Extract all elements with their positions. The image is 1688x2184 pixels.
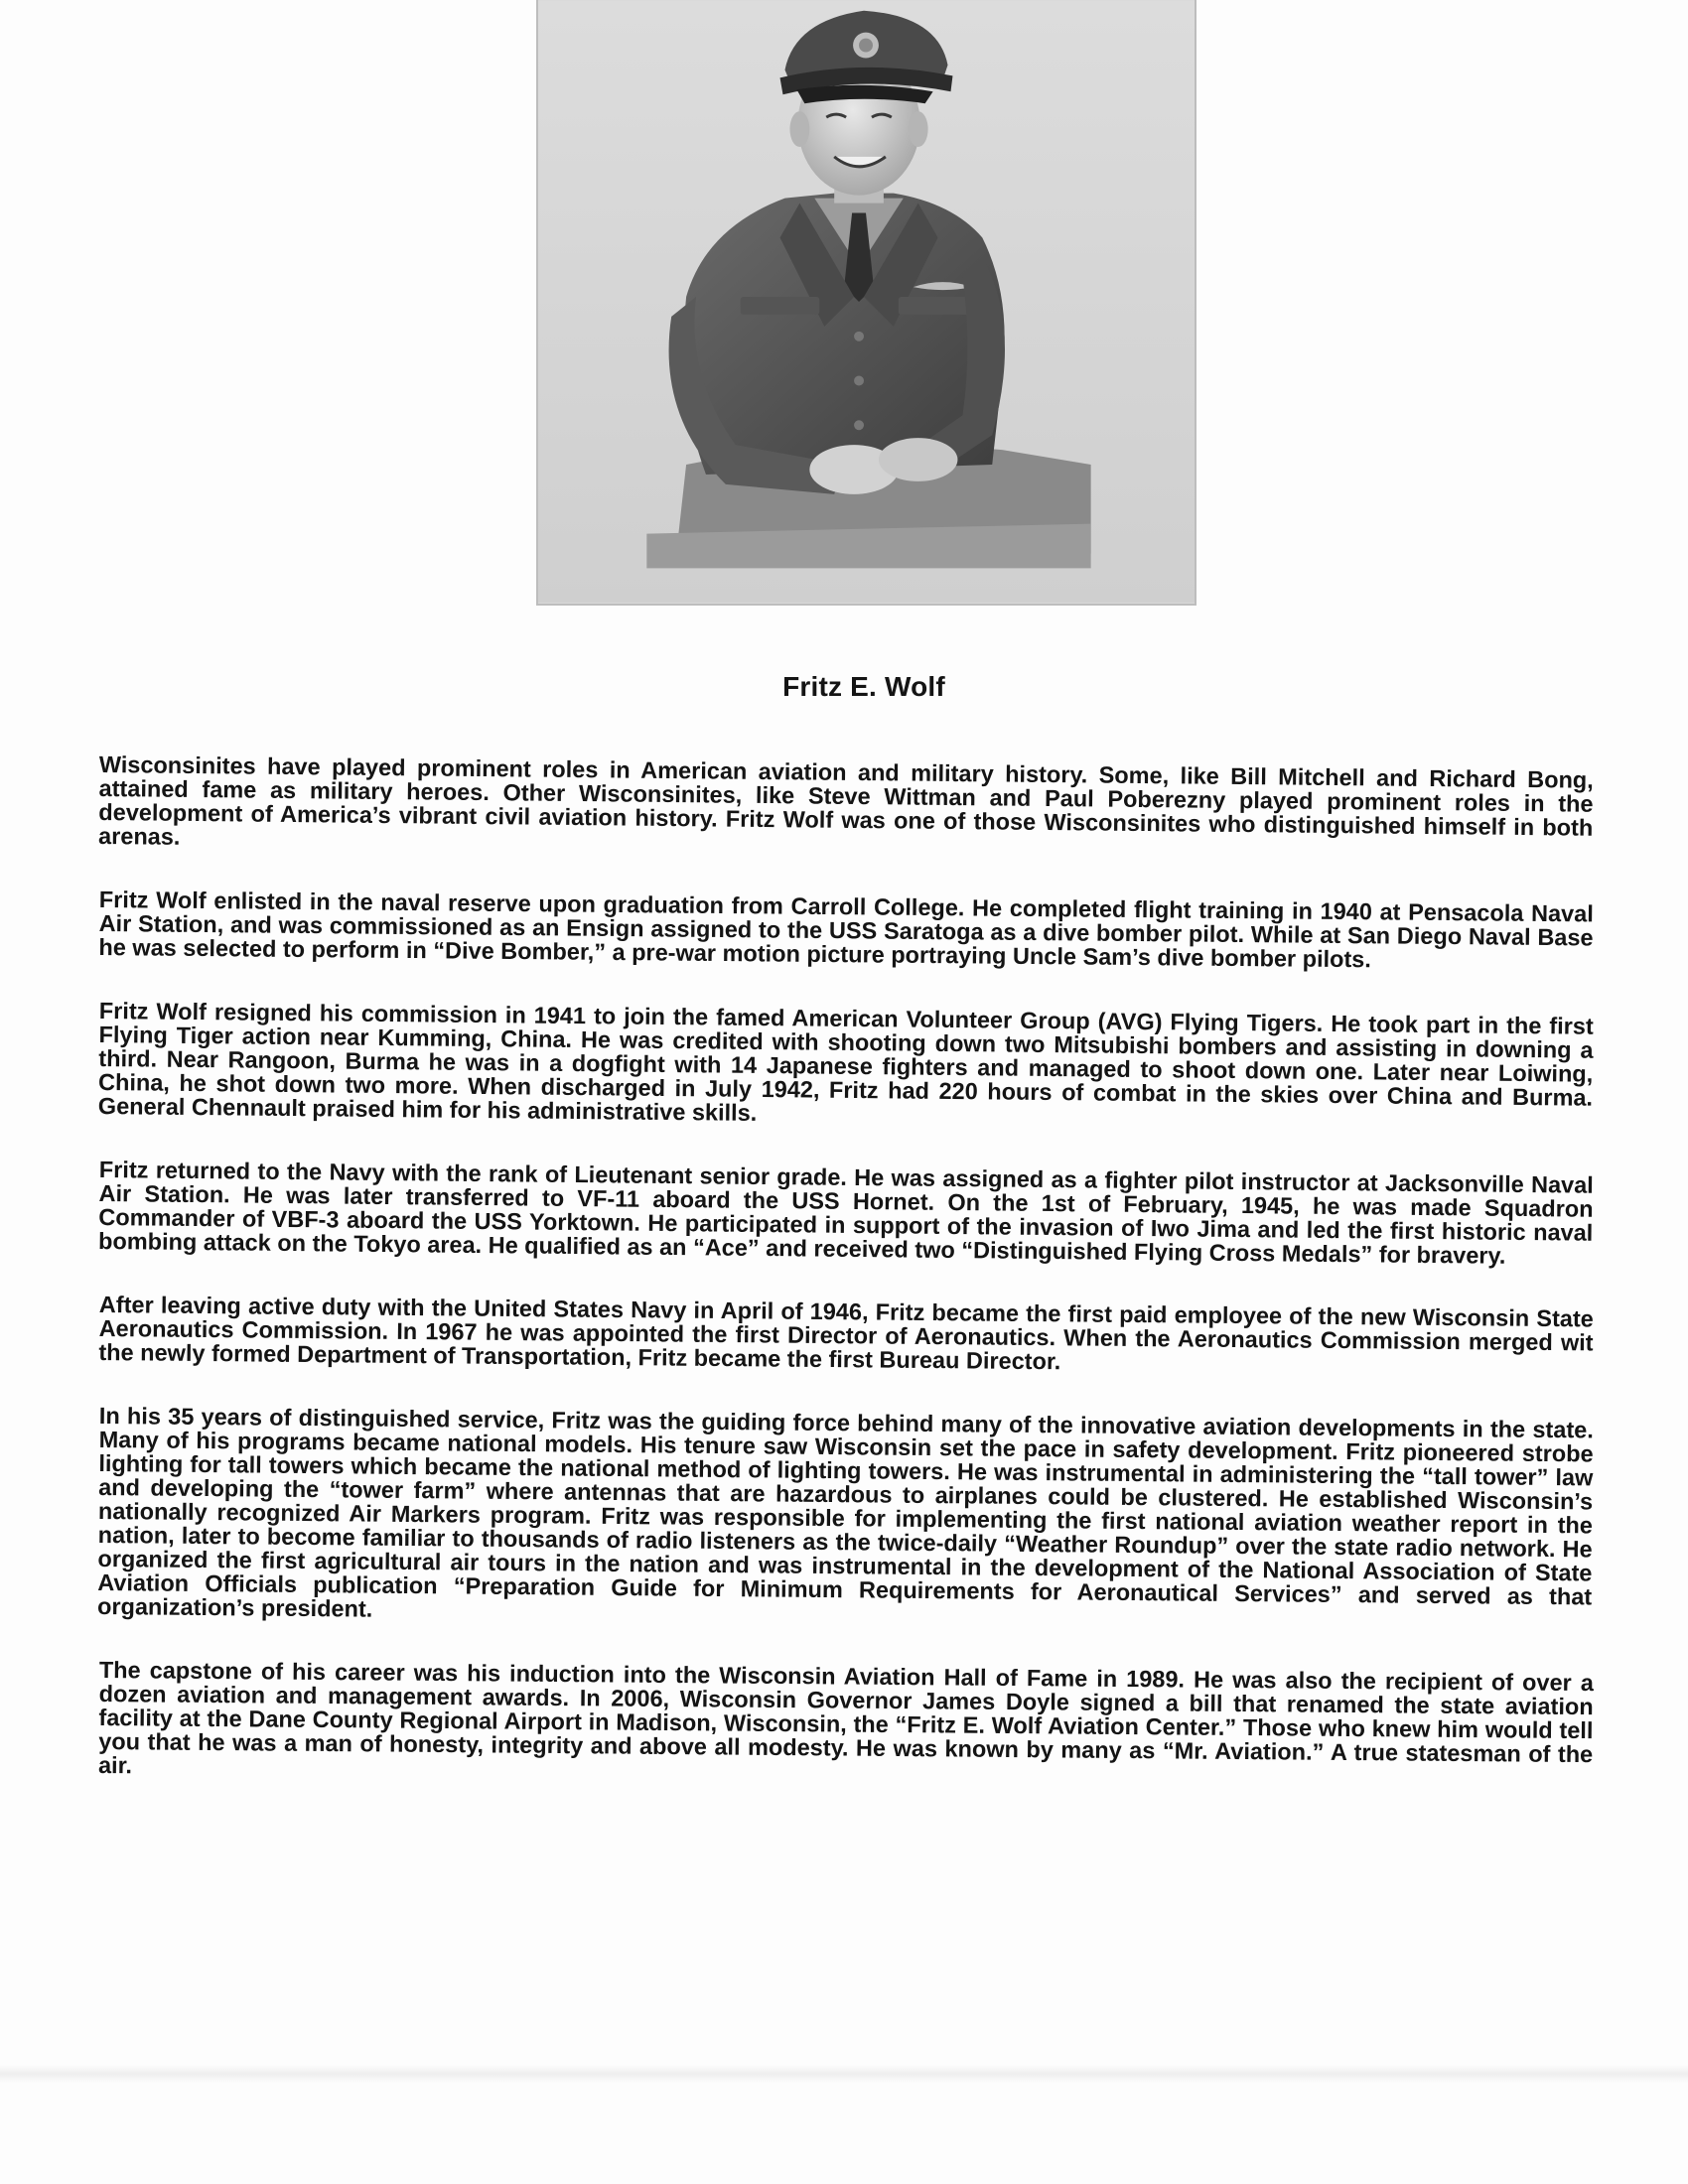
paragraph-navy-return: Fritz returned to the Navy with the rank of Lieutenant senior grade. He was assigned as a fighter pilot instructor at Jacksonville Naval Air Station. He was later transferred to VF-11 aboard the USS Hornet. On the 1st of February, 1945, he was made Squadron Commander of VBF-3 aboard the USS Yorktown. He participated in support of the invasion of Iwo Jima and led the first historic naval bombing attack on the Tokyo area. He qualified as an “Ace” and received two “Distinguished Flying Cross Medals” for bravery. <box>97 1157 1594 1269</box>
paragraph-naval-reserve: Fritz Wolf enlisted in the naval reserve upon graduation from Carroll College. He completed flight training in 1940 at Pensacola Naval Air Station, and was commissioned as an Ensign assigned to the USS Saratoga as a dive bomber pilot. While at San Diego Naval Base he was selected to perform in “Dive Bomber,” a pre-war motion picture portraying Uncle Sam’s dive bomber pilots. <box>98 887 1594 973</box>
page-title: Fritz E. Wolf <box>782 671 945 702</box>
page-divider <box>0 2065 1688 2083</box>
paragraph-hall-of-fame: The capstone of his career was his induction into the Wisconsin Aviation Hall of Fame in 1989. He was also the recipient of over a dozen aviation and management awards. In 2006, Wisconsin Governor James Doyle signed a bill that renamed the state aviation facility at the Dane County Regional Airport in Madison, Wisconsin, the “Fritz E. Wolf Aviation Center.” Those who knew him would tell you that he was a man of honesty, integrity and above all modesty. He was known by many as “Mr. Aviation.” A true statesman of the air. <box>97 1657 1594 1779</box>
biography-text <box>96 751 1594 1817</box>
portrait-illustration <box>538 0 1195 604</box>
portrait-photo <box>536 0 1196 606</box>
paragraph-distinguished-service: In his 35 years of distinguished service, Fritz was the guiding force behind many of the innovative aviation developments in the state. Many of his programs became national models. His tenure saw Wisconsin set the pace in safety development. Fritz pioneered strobe lighting for tall towers which became the national method of lighting towers. He was instrumental in administering the “tall tower” law and developing the “tower farm” where antennas that are hazardous to airplanes could be clustered. He established Wisconsin’s nationally recognized Air Markers program. Fritz was responsible for implementing the first national aviation weather report in the nation, later to become familiar to thousands of radio listeners as the twice-daily “Weather Roundup” over the state radio network. He organized the first agricultural air tours in the nation and was instrumental in the development of the National Association of State Aviation Officials publication “Preparation Guide for Minimum Requirements for Aeronautical Services” and served as that organization’s president. <box>96 1403 1594 1622</box>
paragraph-intro: Wisconsinites have played prominent roles in American aviation and military history. Some, like Bill Mitchell and Richard Bong, attained fame as military heroes. Other Wisconsinites, like Steve Wittman and Paul Poberezny played prominent roles in the development of America’s vibrant civil aviation history. Fritz Wolf was one of those Wisconsinites who distinguished himself in both arenas. <box>97 751 1594 850</box>
paragraph-flying-tigers: Fritz Wolf resigned his commission in 1941 to join the famed American Volunteer Group (AVG) Flying Tigers. He took part in the first Flying Tiger action near Kumming, China. He was credited with shooting down two Mitsubishi bombers and assisting in downing a third. Near Rangoon, Burma he was in a dogfight with 14 Japanese fighters and managed to shoot down one. Later near Loiwing, China, he shot down two more. When discharged in July 1942, Fritz had 220 hours of combat in the skies over China and Burma. General Chennault praised him for his administrative skills. <box>97 998 1594 1126</box>
paragraph-aeronautics-commission: After leaving active duty with the United States Navy in April of 1946, Fritz became the first paid employee of the new Wisconsin State Aeronautics Commission. In 1967 he was appointed the first Director of Aeronautics. When the Aeronautics Commission merged wit the newly formed Department of Transportation, Fritz became the first Bureau Director. <box>98 1292 1594 1375</box>
